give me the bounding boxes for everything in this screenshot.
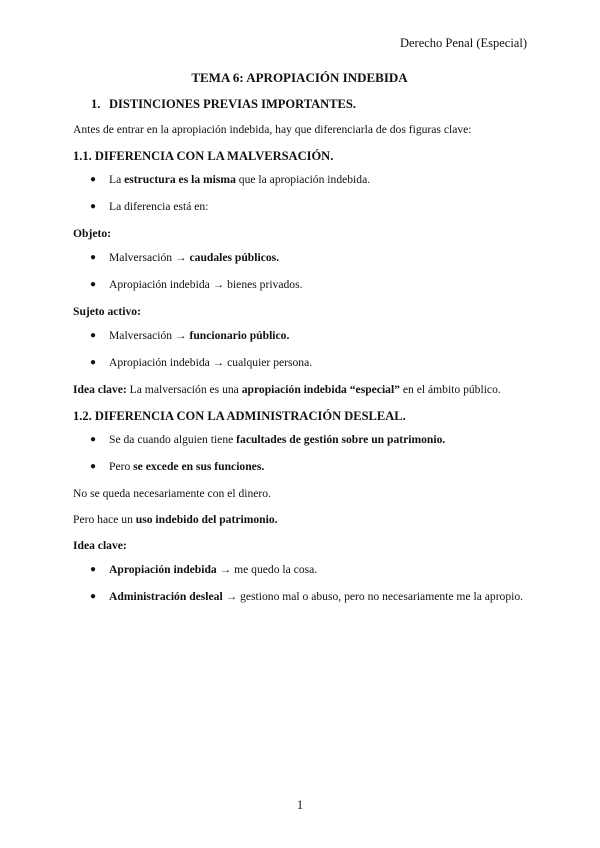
bullet-dot-icon: ● bbox=[90, 330, 97, 341]
subsection-heading-malversacion: 1.1. DIFERENCIA CON LA MALVERSACIÓN. bbox=[73, 149, 334, 163]
bullet-dot-icon: ● bbox=[90, 591, 97, 602]
bullet-dot-icon: ● bbox=[90, 201, 97, 212]
paragraph: Pero hace un uso indebido del patrimonio. bbox=[73, 513, 278, 526]
bullet-list bbox=[73, 328, 526, 371]
list-item: ● Malversación → caudales públicos. bbox=[90, 251, 280, 264]
paragraph: No se queda necesariamente con el dinero. bbox=[73, 487, 271, 500]
intro-paragraph: Antes de entrar en la apropiación indebida, hay que diferenciarla de dos figuras clave: bbox=[73, 123, 472, 136]
list-item: ● Malversación → funcionario público. bbox=[90, 329, 290, 342]
page-number: 1 bbox=[296, 798, 304, 812]
bullet-dot-icon: ● bbox=[90, 357, 97, 368]
objeto-label: Objeto: bbox=[73, 227, 111, 240]
bullet-dot-icon: ● bbox=[90, 434, 97, 445]
idea-clave-paragraph: Idea clave: La malversación es una apropiación indebida “especial” en el ámbito público. bbox=[73, 383, 501, 396]
list-item: ● La estructura es la misma que la apropiación indebida. bbox=[90, 173, 371, 186]
bullet-dot-icon: ● bbox=[90, 252, 97, 263]
sujeto-activo-label: Sujeto activo: bbox=[73, 305, 141, 318]
section-title: DISTINCIONES PREVIAS IMPORTANTES. bbox=[109, 97, 356, 111]
list-item: ● Apropiación indebida → me quedo la cosa. bbox=[90, 563, 318, 576]
list-item: ● Apropiación indebida → cualquier persona. bbox=[90, 356, 313, 369]
bullet-dot-icon: ● bbox=[90, 174, 97, 185]
page-title: TEMA 6: APROPIACIÓN INDEBIDA bbox=[191, 70, 408, 85]
bullet-dot-icon: ● bbox=[90, 564, 97, 575]
list-item: ● Se da cuando alguien tiene facultades de gestión sobre un patrimonio. bbox=[90, 433, 446, 446]
section-number: 1. bbox=[91, 97, 101, 111]
section-heading bbox=[91, 96, 526, 112]
bullet-list bbox=[73, 432, 526, 475]
bullet-dot-icon: ● bbox=[90, 461, 97, 472]
bullet-list bbox=[73, 250, 526, 293]
list-item: ● Pero se excede en sus funciones. bbox=[90, 460, 265, 473]
running-header: Derecho Penal (Especial) bbox=[399, 36, 527, 50]
bullet-dot-icon: ● bbox=[90, 279, 97, 290]
subsection-heading-administracion-desleal: 1.2. DIFERENCIA CON LA ADMINISTRACIÓN DESLEAL. bbox=[73, 409, 406, 423]
bullet-list bbox=[73, 562, 526, 605]
list-item: ● La diferencia está en: bbox=[90, 200, 209, 213]
list-item: ● Apropiación indebida → bienes privados. bbox=[90, 278, 303, 291]
bullet-list bbox=[73, 172, 526, 215]
idea-clave-label: Idea clave: bbox=[73, 539, 127, 552]
list-item: ● Administración desleal → gestiono mal o abuso, pero no necesariamente me la apropio. bbox=[90, 590, 524, 603]
document-body bbox=[73, 70, 526, 616]
